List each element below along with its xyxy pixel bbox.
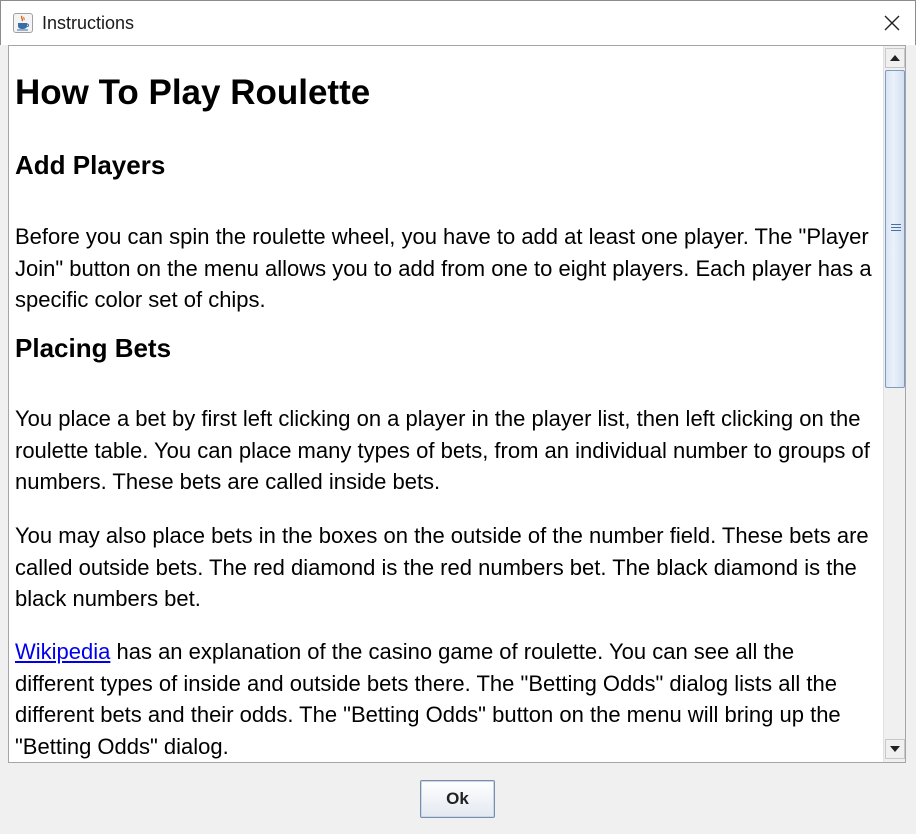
instructions-pane[interactable] bbox=[8, 45, 906, 763]
paragraph-wikipedia-text: has an explanation of the casino game of roulette. You can see all the different types of inside and outside bets there. The "Betting Odds" dialog lists all the different bets and their odds. The "Betting Odds" button on the menu will bring up the "Betting Odds" dialog. bbox=[15, 639, 841, 759]
close-button[interactable] bbox=[879, 10, 905, 36]
wikipedia-link[interactable]: Wikipedia bbox=[15, 639, 111, 664]
arrow-down-icon bbox=[890, 746, 900, 752]
title-bar bbox=[0, 0, 916, 45]
section-heading-add-players: Add Players bbox=[15, 150, 166, 180]
paragraph-wikipedia bbox=[15, 636, 877, 762]
vertical-scrollbar[interactable] bbox=[883, 46, 906, 762]
ok-button[interactable]: Ok bbox=[420, 780, 495, 818]
close-icon bbox=[884, 15, 900, 31]
arrow-up-icon bbox=[890, 55, 900, 61]
scroll-thumb[interactable] bbox=[885, 70, 905, 388]
scroll-down-button[interactable] bbox=[885, 739, 905, 759]
grip-icon bbox=[891, 224, 901, 233]
scroll-up-button[interactable] bbox=[885, 48, 905, 68]
page-title: How To Play Roulette bbox=[15, 73, 371, 112]
section-heading-placing-bets: Placing Bets bbox=[15, 333, 172, 363]
java-cup-icon bbox=[13, 13, 33, 33]
paragraph-inside-bets: You place a bet by first left clicking on a player in the player list, then left clicking on the roulette table. You can place many types of bets, from an individual number to groups of numbers. These bets are called inside bets. bbox=[15, 406, 870, 494]
paragraph-outside-bets: You may also place bets in the boxes on the outside of the number field. These bets are called outside bets. The red diamond is the red numbers bet. The black diamond is the black numbers bet. bbox=[15, 523, 869, 611]
window-title: Instructions bbox=[42, 13, 135, 33]
paragraph-add-players: Before you can spin the roulette wheel, you have to add at least one player. The "Player Join" button on the menu allows you to add from one to eight players. Each player has a specific color set of chips. bbox=[15, 224, 872, 312]
